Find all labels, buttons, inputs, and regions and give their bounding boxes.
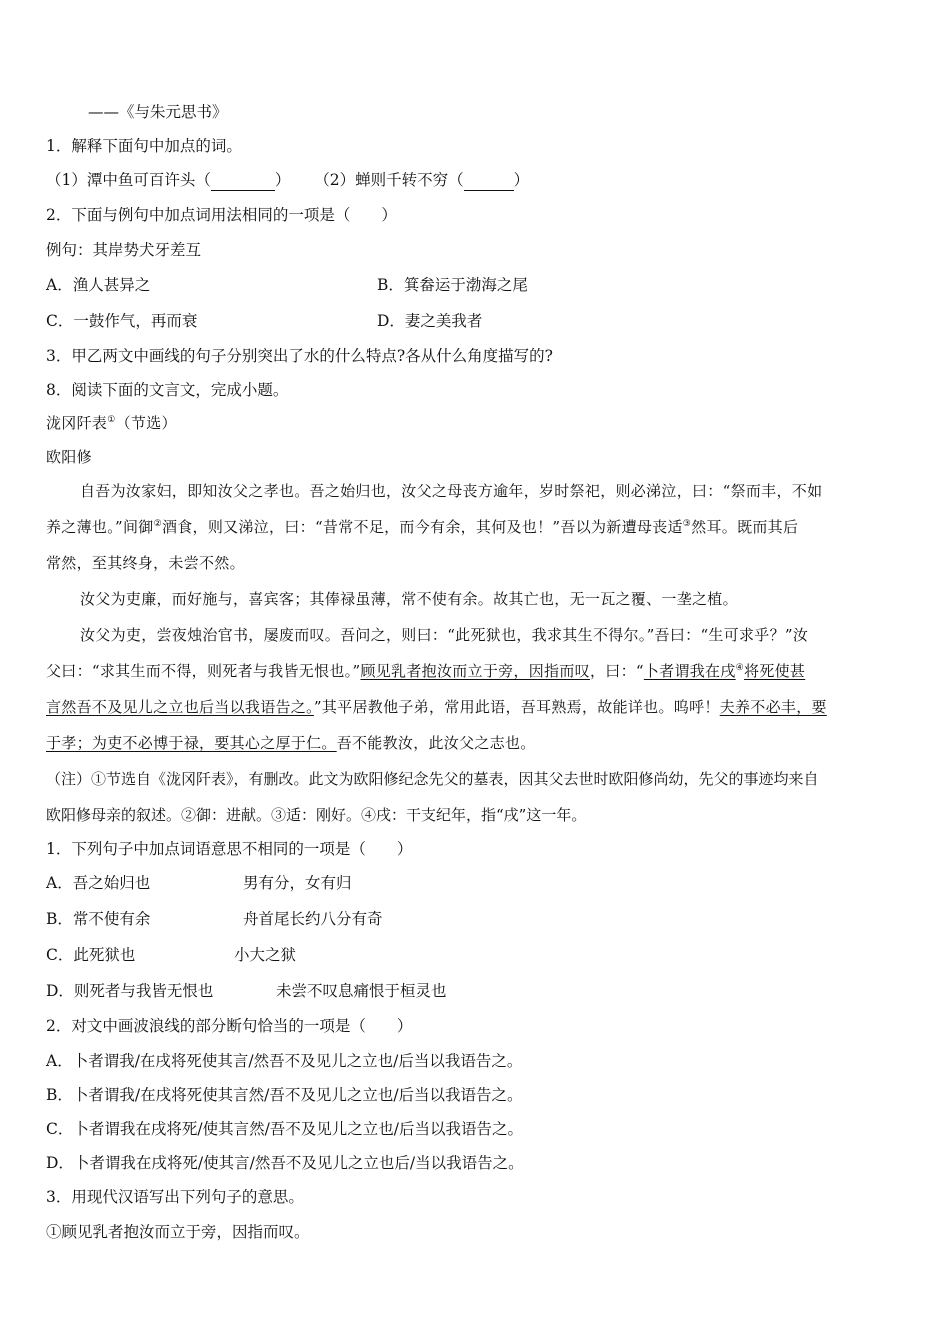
notes-line2: 欧阳修母亲的叙述。②御：进献。③适：刚好。④戌：干支纪年，指“戌”这一年。 — [46, 806, 587, 824]
para1-line1: 自吾为汝家妇，即知汝父之孝也。吾之始归也，汝父之母丧方逾年，岁时祭祀，则必涕泣，曰：“祭而丰，不如 — [80, 482, 823, 500]
q1-option-d-right: 未尝不叹息痛恨于桓灵也 — [276, 982, 447, 1000]
example-sentence: 例句：其岸势犬牙差互 — [46, 241, 202, 259]
para3-line3: 言然吾不及见儿之立也后当以我语告之。”其平居教他子弟，常用此语，吾耳熟焉，故能详也。呜呼！夫养不必丰，要 — [46, 698, 827, 716]
underlined-sentence: 顾见乳者抱汝而立于旁，因指而叹 — [360, 662, 590, 680]
q1-option-b-left: B．常不使有余 — [46, 910, 151, 928]
part2-question-1: 1．下列句子中加点词语意思不相同的一项是（ ） — [46, 840, 413, 858]
para3-line4: 于孝；为吏不必博于禄，要其心之厚于仁。吾不能教汝，此汝父之志也。 — [46, 734, 536, 752]
wavy-underline-part-1: 卜者谓我在戌 — [643, 662, 736, 680]
q3-item-1: ①顾见乳者抱汝而立于旁，因指而叹。 — [46, 1223, 310, 1241]
para3-line2: 父曰：“求其生而不得，则死者与我皆无恨也。”顾见乳者抱汝而立于旁，因指而叹，曰：“卜者谓我在戌④将死使甚 — [46, 662, 806, 680]
part1-question-2: 2．下面与例句中加点词用法相同的一项是（ ） — [46, 206, 397, 224]
q1-option-a-right: 男有分，女有归 — [243, 874, 352, 892]
passage-title: 泷冈阡表①（节选） — [46, 414, 177, 432]
q1-option-c-right: 小大之狱 — [234, 946, 297, 964]
q2-option-d: D．卜者谓我在戌将死/使其言/然吾不及见儿之立也后/当以我语告之。 — [46, 1154, 524, 1172]
answer-blank-b[interactable] — [464, 170, 514, 191]
q1-item-b: （2）蝉则千转不穷（ — [314, 171, 464, 189]
q1-option-c-left: C．此死狱也 — [46, 946, 136, 964]
option-a: A．渔人甚异之 — [46, 276, 151, 294]
q1-option-d-left: D．则死者与我皆无恨也 — [46, 982, 214, 1000]
part1-question-1-items: （1）潭中鱼可百许头（ ） （2）蝉则千转不穷（ ） — [46, 171, 530, 189]
q2-option-a: A．卜者谓我/在戌将死使其言/然吾不及见儿之立也/后当以我语告之。 — [46, 1052, 523, 1070]
part1-question-3: 3．甲乙两文中画线的句子分别突出了水的什么特点?各从什么角度描写的? — [46, 347, 553, 365]
question-8-heading: 8．阅读下面的文言文，完成小题。 — [46, 381, 289, 399]
answer-blank-a[interactable] — [211, 170, 275, 191]
para1-line2: 养之薄也。”间御②酒食，则又涕泣，曰：“昔常不足，而今有余，其何及也！”吾以为新遭母丧适③然耳。既而其后 — [46, 518, 799, 536]
option-b: B．箕畚运于渤海之尾 — [377, 276, 528, 294]
underlined-sentence-2b: 于孝；为吏不必博于禄，要其心之厚于仁。 — [46, 734, 337, 752]
passage-author: 欧阳修 — [46, 448, 92, 466]
q1-item-a: （1）潭中鱼可百许头（ — [46, 171, 211, 189]
q2-option-c: C．卜者谓我在戌将死/使其言然/吾不及见儿之立也/后当以我语告之。 — [46, 1120, 524, 1138]
part2-question-2: 2．对文中画波浪线的部分断句恰当的一项是（ ） — [46, 1017, 413, 1035]
part1-question-1: 1．解释下面句中加点的词。 — [46, 137, 242, 155]
notes-line1: （注）①节选自《泷冈阡表》，有删改。此文为欧阳修纪念先父的墓表，因其父去世时欧阳修尚幼，先父的事迹均来自 — [46, 770, 819, 788]
para3-line1: 汝父为吏，尝夜烛治官书，屡废而叹。吾问之，则曰：“此死狱也，我求其生不得尔。”吾曰：“生可求乎？”汝 — [80, 626, 809, 644]
para2: 汝父为吏廉，而好施与，喜宾客；其俸禄虽薄，常不使有余。故其亡也，无一瓦之覆、一垄之植。 — [80, 590, 738, 608]
q1-option-b-right: 舟首尾长约八分有奇 — [243, 910, 383, 928]
option-d: D．妻之美我者 — [377, 312, 483, 330]
option-c: C．一鼓作气，再而衰 — [46, 312, 198, 330]
source-attribution: ——《与朱元思书》 — [88, 103, 228, 121]
para1-line3: 常然，至其终身，未尝不然。 — [46, 554, 245, 572]
underlined-sentence-2a: 夫养不必丰，要 — [719, 698, 827, 716]
q2-option-b: B．卜者谓我/在戌将死使其言然/吾不及见儿之立也/后当以我语告之。 — [46, 1086, 523, 1104]
q1-option-a-left: A．吾之始归也 — [46, 874, 151, 892]
part2-question-3: 3．用现代汉语写出下列句子的意思。 — [46, 1188, 304, 1206]
wavy-underline-part-2: 言然吾不及见儿之立也后当以我语告之。 — [46, 698, 314, 716]
